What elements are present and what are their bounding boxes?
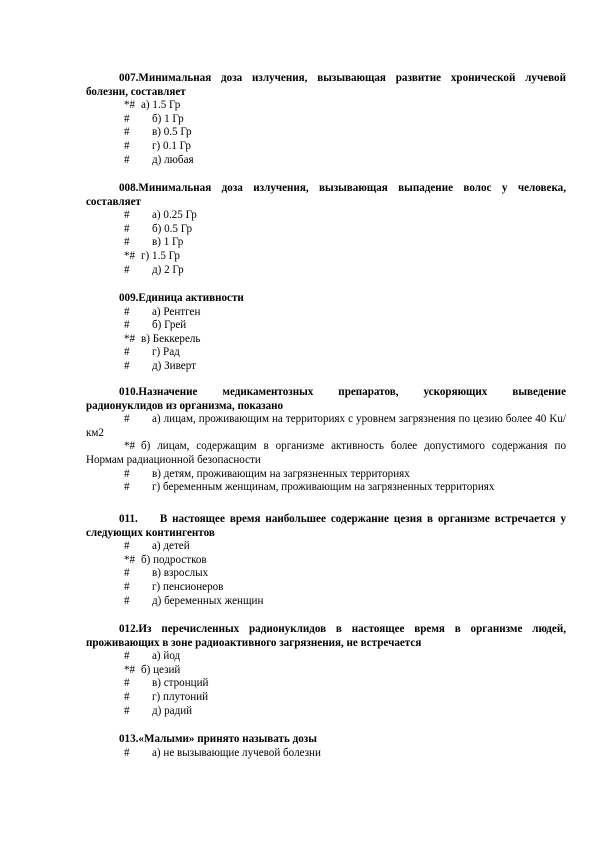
answer-option: # г) Рад: [124, 346, 180, 359]
question-007: [86, 72, 566, 167]
answer-option: # д) радий: [124, 704, 193, 717]
answer-option: # б) Грей: [124, 319, 187, 332]
answer-option: # г) беременным женщинам, проживающим на загрязненных территориях: [124, 481, 495, 494]
answer-option: # а) лицам, проживающим на территориях с уровнем загрязнения по цезию более 40 Ku/км2: [86, 413, 566, 439]
question-text-continued: радионуклидов из организма, показано: [86, 399, 284, 412]
answer-option: *# а) 1.5 Гр: [124, 99, 181, 112]
question-012: [86, 623, 566, 718]
answer-option: # в) 0.5 Гр: [124, 126, 192, 139]
question-text: 011. В настоящее время наибольшее содержание цезия в организме встречается у следующих контингентов: [86, 513, 566, 539]
answer-option: *# в) Беккерель: [124, 332, 201, 345]
answer-option: # б) 1 Гр: [124, 112, 184, 125]
question-text: 007.Минимальная доза излучения, вызывающая развитие хронической лучевой болезни, составляет: [86, 72, 566, 98]
question-011: [86, 513, 566, 608]
answer-option: *# г) 1.5 Гр: [124, 249, 180, 262]
answer-option: # д) Зиверт: [124, 359, 196, 372]
answer-option: # г) 0.1 Гр: [124, 139, 191, 152]
answer-option: # д) 2 Гр: [124, 263, 184, 276]
answer-option: # а) Рентген: [124, 305, 201, 318]
answer-option: # г) пенсионеров: [124, 580, 224, 593]
answer-option: # д) беременных женщин: [124, 594, 264, 607]
answer-option: # в) взрослых: [124, 567, 209, 580]
answer-option: # д) любая: [124, 153, 194, 166]
question-text: 013.«Малыми» принято называть дозы: [119, 733, 317, 745]
answer-option: *# б) подростков: [124, 553, 207, 566]
answer-option: *# б) лицам, содержащим в организме активность более допустимого содержания по Нормам радиационной безопасности: [86, 440, 566, 466]
answer-option: # б) 0.5 Гр: [124, 222, 193, 235]
question-text: 009.Единица активности: [119, 292, 244, 304]
question-text: 010.Назначение медикаментозных препаратов, ускоряющих выведение: [119, 386, 566, 398]
question-010: [86, 386, 566, 495]
question-008: [86, 182, 566, 277]
answer-option: # в) детям, проживающим на загрязненных территориях: [124, 467, 410, 480]
question-013: [86, 733, 566, 760]
answer-option: *# б) цезий: [124, 663, 181, 676]
question-009: [86, 292, 566, 374]
answer-option: # а) детей: [124, 540, 190, 553]
answer-option: # в) 1 Гр: [124, 236, 184, 249]
question-text: 008.Минимальная доза излучения, вызывающая выпадение волос у человека, составляет: [86, 182, 566, 208]
question-text: 012.Из перечисленных радионуклидов в настоящее время в организме людей, проживающих в зоне радиоактивного загрязнения, не встречается: [86, 623, 566, 649]
answer-option: # в) стронций: [124, 677, 209, 690]
answer-option: # г) плутоний: [124, 690, 209, 703]
answer-option: # а) 0.25 Гр: [124, 209, 197, 222]
answer-option: # а) йод: [124, 650, 181, 663]
answer-option: # а) не вызывающие лучевой болезни: [124, 746, 321, 759]
